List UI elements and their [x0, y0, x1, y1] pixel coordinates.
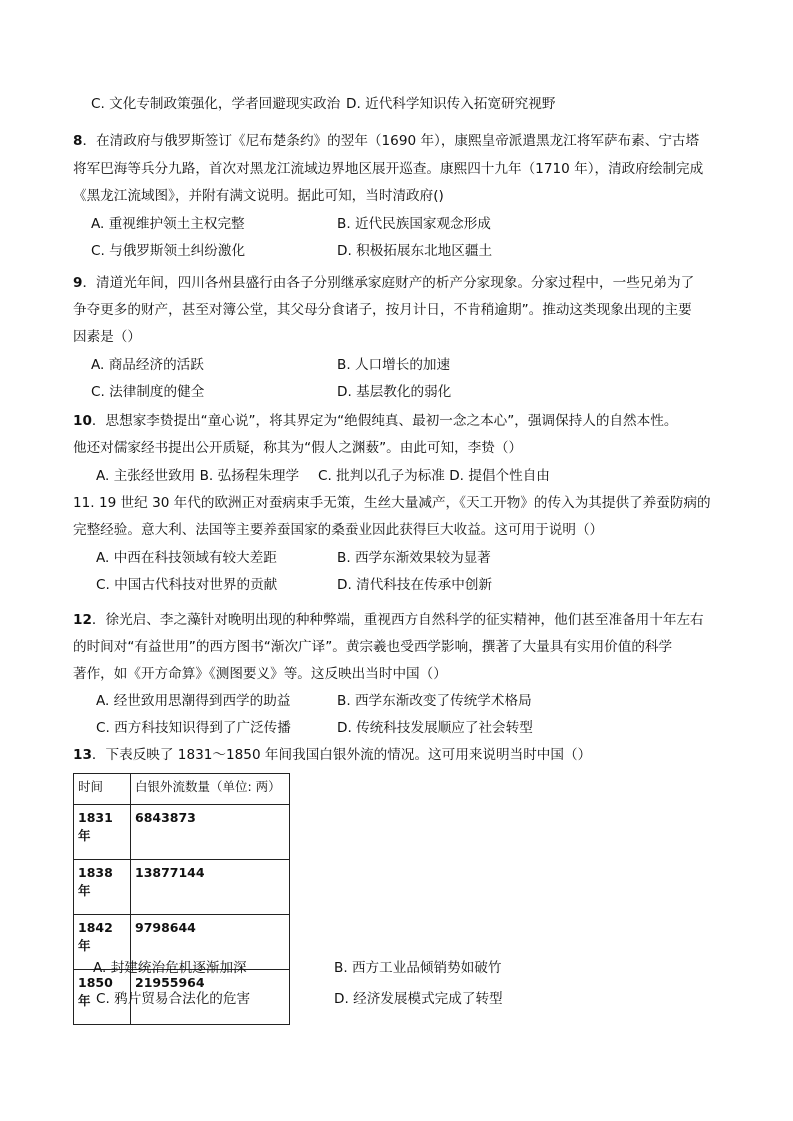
q12-stem-line-3: 著作，如《开方命算》《测图要义》等。这反映出当时中国（）	[73, 666, 447, 682]
q8-stem-line-1	[73, 128, 699, 155]
q11-option-c: C. 中国古代科技对世界的贡献	[96, 577, 278, 593]
q9-option-a: A. 商品经济的活跃	[91, 357, 204, 373]
q12-option-b: B. 西学东渐改变了传统学术格局	[337, 693, 532, 709]
q8-stem-line-3: 《黑龙江流域图》，并附有满文说明。据此可知，当时清政府()	[73, 188, 444, 204]
q11-option-d: D. 清代科技在传承中创新	[337, 577, 493, 593]
q8-option-b: B. 近代民族国家观念形成	[337, 216, 491, 232]
q8-number: 8	[73, 133, 83, 149]
q11-option-b: B. 西学东渐效果较为显著	[337, 550, 491, 566]
table-row	[74, 860, 290, 915]
q13-text-1: ．下表反映了 1831～1850 年间我国白银外流的情况。这可用来说明当时中国（）	[91, 747, 592, 763]
q10-stem-line-1	[73, 408, 677, 435]
q13-number: 13	[73, 747, 92, 763]
q12-option-d: D. 传统科技发展顺应了社会转型	[337, 720, 533, 736]
table-cell-amount: 6843873	[131, 805, 290, 860]
q8-text-1: ．在清政府与俄罗斯签订《尼布楚条约》的翌年（1690 年），康熙皇帝派遣黑龙江将军萨布素、宁古塔	[82, 133, 700, 149]
table-cell-amount: 13877144	[131, 860, 290, 915]
q7-option-c: C. 文化专制政策强化，学者回避现实政治	[91, 96, 341, 112]
q10-options-cd: C. 批判以孔子为标准 D. 提倡个性自由	[318, 468, 550, 484]
table-cell-year: 1842 年	[74, 915, 131, 970]
q10-text-1: ．思想家李贽提出“童心说”，将其界定为“绝假纯真、最初一念之本心”，强调保持人的自然本性。	[91, 413, 678, 429]
q13-stem-line-1	[73, 742, 591, 769]
q11-stem-line-2: 完整经验。意大利、法国等主要养蚕国家的桑蚕业因此获得巨大收益。这可用于说明（）	[73, 522, 604, 538]
q8-option-c: C. 与俄罗斯领土纠纷激化	[91, 243, 246, 259]
table-cell-amount: 9798644	[131, 915, 290, 970]
table-header-row	[74, 774, 290, 805]
q9-option-c: C. 法律制度的健全	[91, 384, 205, 400]
table-cell-year: 1831 年	[74, 805, 131, 860]
q11-option-a: A. 中西在科技领域有较大差距	[96, 550, 277, 566]
q9-stem-line-3: 因素是（）	[73, 329, 141, 345]
q12-number: 12	[73, 612, 92, 628]
table-cell-year: 1838 年	[74, 860, 131, 915]
q10-options-ab: A. 主张经世致用 B. 弘扬程朱理学	[96, 468, 300, 484]
q8-option-a: A. 重视维护领土主权完整	[91, 216, 245, 232]
table-header-amount: 白银外流数量（单位: 两）	[131, 774, 290, 805]
table-cell-year: 1850 年	[74, 970, 131, 1025]
q12-text-1: ．徐光启、李之藻针对晚明出现的种种弊端，重视西方自然科学的征实精神，他们甚至准备用十年左右	[91, 612, 704, 628]
q12-stem-line-2: 的时间对“有益世用”的西方图书“渐次广译”。黄宗羲也受西学影响，撰著了大量具有实用价值的科学	[73, 639, 673, 655]
q8-stem-line-2: 将军巴海等兵分九路，首次对黑龙江流域边界地区展开巡查。康熙四十九年（1710 年），清政府绘制完成	[73, 161, 704, 177]
table-cell-amount: 21955964	[131, 970, 290, 1025]
q11-stem-line-1: 11. 19 世纪 30 年代的欧洲正对蚕病束手无策，生丝大量减产，《天工开物》的传入为其提供了养蚕防病的	[73, 495, 711, 511]
q13-option-c: C. 鸦片贸易合法化的危害	[96, 991, 251, 1007]
q10-number: 10	[73, 413, 92, 429]
q9-option-b: B. 人口增长的加速	[337, 357, 451, 373]
q9-stem-line-2: 争夺更多的财产，甚至对簿公堂，其父母分食诸子，按月计日，不肯稍逾期”。推动这类现象出现的主要	[73, 302, 692, 318]
q12-option-a: A. 经世致用思潮得到西学的助益	[96, 693, 291, 709]
q7-option-d: D. 近代科学知识传入拓宽研究视野	[346, 96, 556, 112]
q13-option-d: D. 经济发展模式完成了转型	[334, 991, 503, 1007]
q9-stem-line-1	[73, 270, 694, 297]
q13-option-b: B. 西方工业品倾销势如破竹	[334, 960, 502, 976]
table-header-time: 时间	[74, 774, 131, 805]
q12-stem-line-1	[73, 607, 704, 634]
q9-text-1: ．清道光年间，四川各州县盛行由各子分别继承家庭财产的析产分家现象。分家过程中，一些兄弟为了	[82, 275, 695, 291]
q12-option-c: C. 西方科技知识得到了广泛传播	[96, 720, 291, 736]
q13-option-a: A. 封建统治危机逐渐加深	[93, 960, 247, 976]
table-row	[74, 805, 290, 860]
q10-stem-line-2: 他还对儒家经书提出公开质疑，称其为“假人之渊薮”。由此可知，李贽（）	[73, 440, 523, 456]
q9-number: 9	[73, 275, 83, 291]
q9-option-d: D. 基层教化的弱化	[337, 384, 452, 400]
q8-option-d: D. 积极拓展东北地区疆土	[337, 243, 493, 259]
